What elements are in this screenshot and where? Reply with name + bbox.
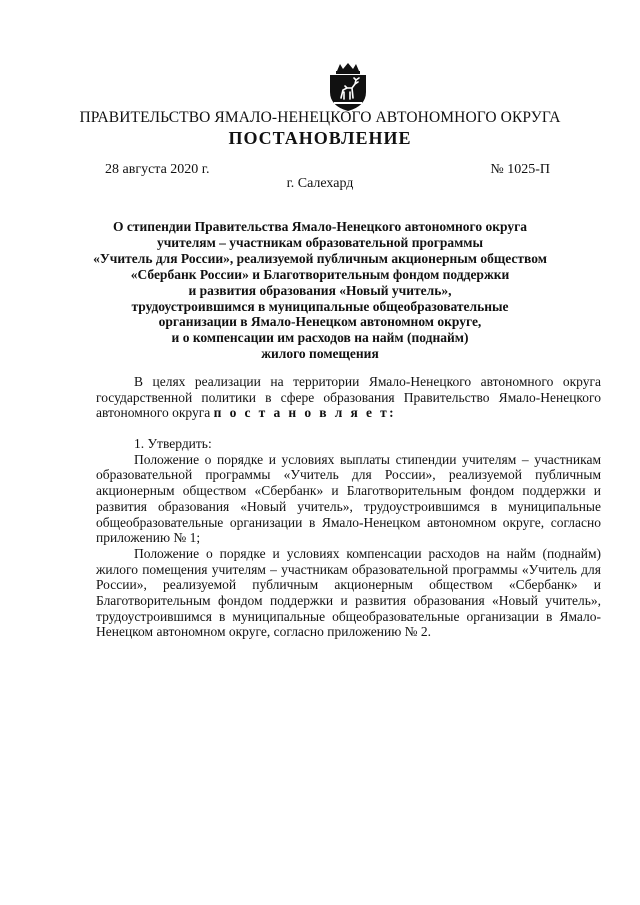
intro-paragraph: [96, 374, 601, 421]
title-line: «Учитель для России», реализуемой публичным акционерным обществом: [93, 250, 547, 266]
title-line: «Сбербанк России» и Благотворительным фондом поддержки: [130, 266, 510, 282]
coat-of-arms-icon: [325, 62, 371, 112]
document-type: ПОСТАНОВЛЕНИЕ: [228, 128, 412, 148]
document-place: г. Салехард: [286, 176, 354, 191]
document-title: [80, 219, 560, 362]
title-line: учителям – участникам образовательной программы: [156, 234, 484, 250]
regulation-paragraph-2: Положение о порядке и условиях компенсации расходов на найм (поднайм) жилого помещения учителям – участникам образовательной программы «Учитель для России», реализуемой публичным акционерным обществом «Сбербанк» и Благотворительным фондом поддержки и развития образования «Новый учитель», трудоустроившимся в муниципальные общеобразовательные организации в Ямало-Ненецком автономном округе, согласно приложению № 2.: [96, 545, 601, 640]
document-number: № 1025-П: [490, 162, 550, 177]
government-name: ПРАВИТЕЛЬСТВО ЯМАЛО-НЕНЕЦКОГО АВТОНОМНОГО ОКРУГА: [79, 109, 561, 126]
document-date: 28 августа 2020 г.: [105, 162, 210, 177]
title-line: О стипендии Правительства Ямало-Ненецкого автономного округа: [113, 219, 527, 234]
decree-word: п о с т а н о в л я е т:: [213, 405, 397, 421]
title-line: организации в Ямало-Ненецком автономном округе,: [158, 314, 482, 330]
title-line: трудоустроившимся в муниципальные общеобразовательные: [131, 298, 509, 314]
intro-text: В целях реализации на территории Ямало-Ненецкого автономного округа государственной политики в сфере образования Правительство Ямало-Ненецкого автономного округа: [96, 374, 601, 421]
title-line: жилого помещения: [261, 346, 379, 362]
item1-heading: 1. Утвердить:: [134, 436, 212, 451]
regulation-paragraph-1: Положение о порядке и условиях выплаты стипендии учителям – участникам образовательной программы «Учитель для России», реализуемой публичным акционерным обществом «Сбербанк» и Благотворительным фондом поддержки и развития образования «Новый учитель», трудоустроившимся в муниципальные общеобразовательные организации в Ямало-Ненецком автономном округе, согласно приложению № 1;: [96, 451, 601, 546]
decision-items: [96, 436, 601, 640]
title-line: и о компенсации им расходов на найм (поднайм): [171, 330, 469, 346]
title-line: и развития образования «Новый учитель»,: [188, 282, 452, 298]
